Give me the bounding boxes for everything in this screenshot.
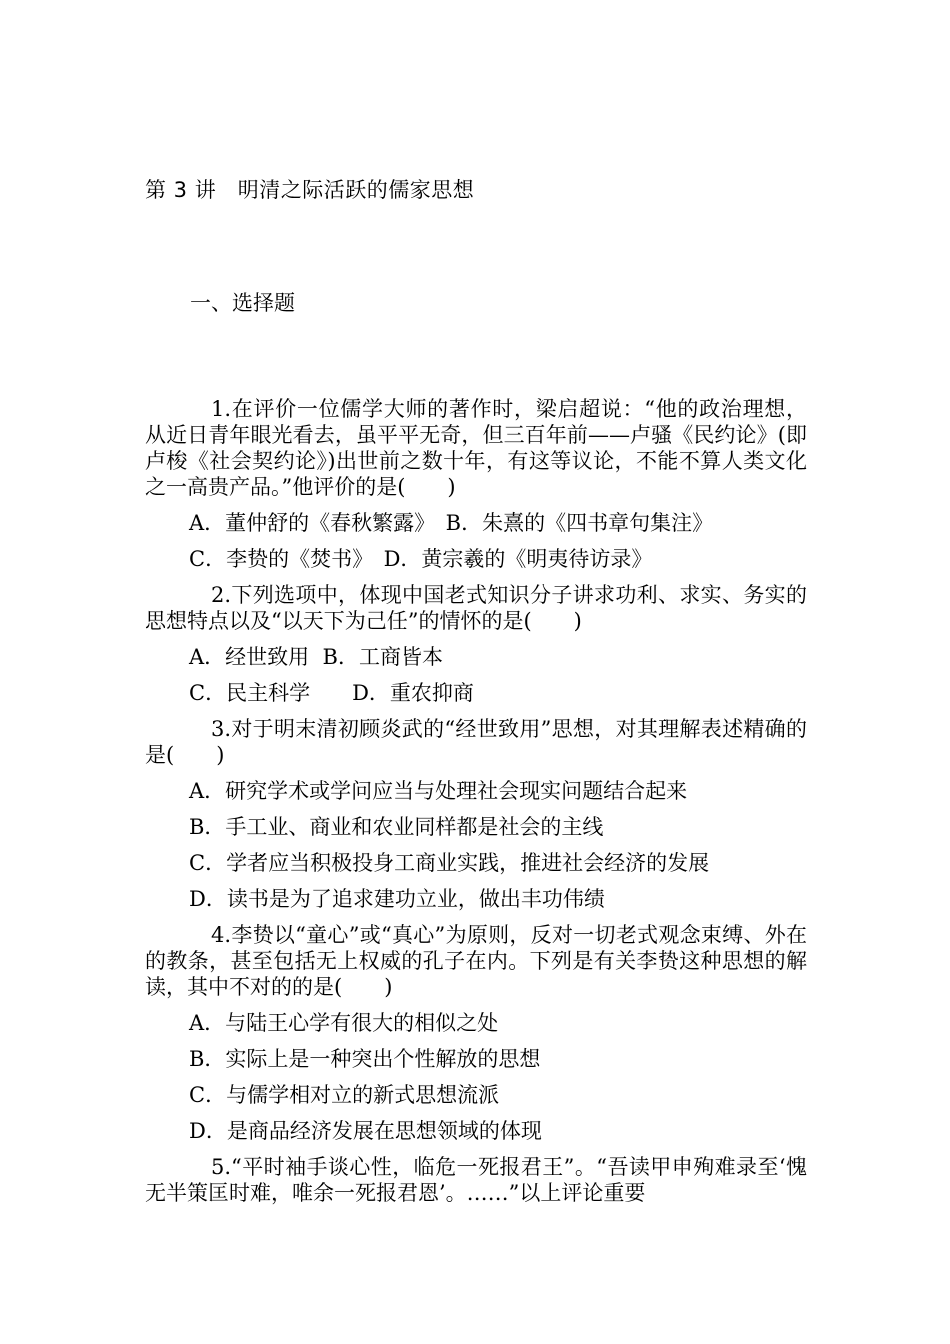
- option-line: D．读书是为了追求建功立业，做出丰功伟绩: [189, 887, 605, 911]
- option-line: C．民主科学 D．重农抑商: [189, 681, 474, 705]
- option-line: A．研究学术或学问应当与处理社会现实问题结合起来: [189, 779, 688, 803]
- question-stem: 5.“平时袖手谈心性，临危一死报君王”。“吾读甲申殉难录至‘愧无半策匡时难，唯余一死报君恩’。……”以上评论重要: [145, 1155, 807, 1205]
- option-line: A．董仲舒的《春秋繁露》 B．朱熹的《四书章句集注》: [189, 511, 714, 535]
- question-stem: 1.在评价一位儒学大师的著作时，梁启超说：“他的政治理想，从近日青年眼光看去，虽平平无奇，但三百年前——卢骚《民约论》(即卢梭《社会契约论》)出世前之数十年，有这等议论，不能不算人类文化之一高贵产品。”他评价的是( ): [145, 397, 807, 499]
- question-4: [145, 922, 807, 1144]
- option-line: D．是商品经济发展在思想领域的体现: [189, 1119, 542, 1143]
- option-line: A．经世致用 B．工商皆本: [189, 645, 443, 669]
- option-line: C．与儒学相对立的新式思想流派: [189, 1083, 500, 1107]
- option-line: B．手工业、商业和农业同样都是社会的主线: [189, 815, 604, 839]
- question-list: [145, 396, 807, 1216]
- question-2: [145, 582, 807, 706]
- question-5: [145, 1154, 807, 1206]
- question-3: [145, 716, 807, 912]
- question-stem: 3.对于明末清初顾炎武的“经世致用”思想，对其理解表述精确的是( ): [145, 717, 807, 767]
- page-title: 第 3 讲 明清之际活跃的儒家思想: [145, 178, 475, 202]
- question-stem: 2.下列选项中，体现中国老式知识分子讲求功利、求实、务实的思想特点以及“以天下为己任”的情怀的是( ): [145, 583, 807, 633]
- section-heading: 一、选择题: [190, 291, 295, 315]
- question-stem: 4.李贽以“童心”或“真心”为原则，反对一切老式观念束缚、外在的教条，甚至包括无上权威的孔子在内。下列是有关李贽这种思想的解读，其中不对的的是( ): [145, 923, 807, 999]
- question-1: [145, 396, 807, 572]
- option-line: A．与陆王心学有很大的相似之处: [189, 1011, 499, 1035]
- option-line: C．李贽的《焚书》 D．黄宗羲的《明夷待访录》: [189, 547, 653, 571]
- option-line: B．实际上是一种突出个性解放的思想: [189, 1047, 541, 1071]
- option-line: C．学者应当积极投身工商业实践，推进社会经济的发展: [189, 851, 710, 875]
